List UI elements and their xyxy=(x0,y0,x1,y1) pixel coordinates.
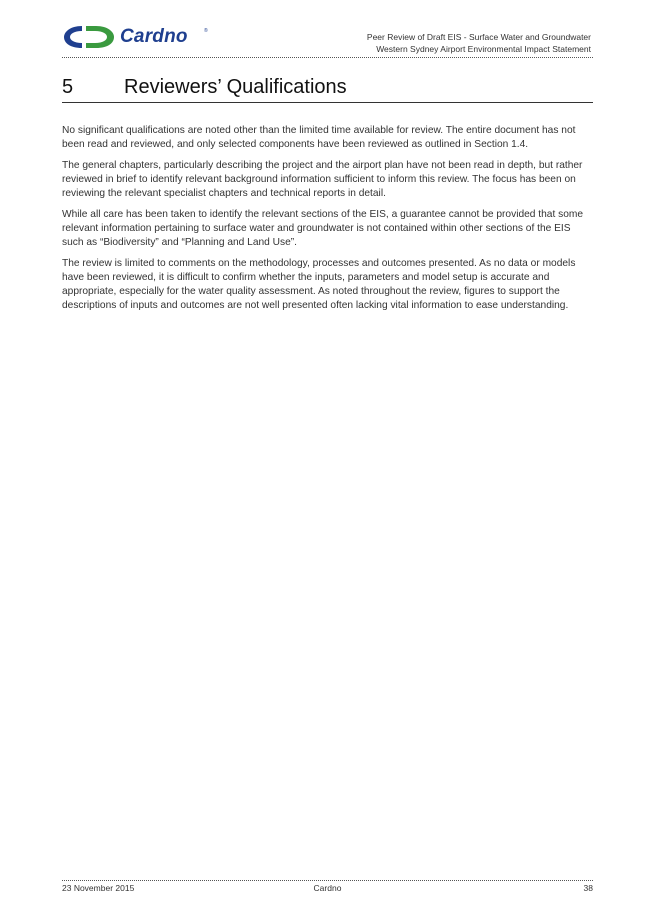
footer-date: 23 November 2015 xyxy=(62,883,135,893)
section-heading xyxy=(62,76,593,104)
paragraph: No significant qualifications are noted other than the limited time available for review. The entire document has not been read and reviewed, and only selected components have been reviewed as outlined in Section 1.4. xyxy=(62,125,576,150)
cardno-logo-mark-icon xyxy=(62,24,116,50)
header-title-line2: Western Sydney Airport Environmental Impact Statement xyxy=(376,44,591,54)
header-title-line1: Peer Review of Draft EIS - Surface Water and Groundwater xyxy=(366,32,591,42)
section-number: 5 xyxy=(62,76,74,98)
footer-company: Cardno xyxy=(313,883,342,893)
registered-mark: ® xyxy=(204,28,208,34)
document-header xyxy=(367,31,591,55)
body-text xyxy=(62,124,593,320)
page-footer xyxy=(62,883,593,895)
header-divider xyxy=(62,57,593,58)
section-title: Reviewers’ Qualifications xyxy=(124,76,347,98)
logo-wordmark: Cardno xyxy=(120,26,188,47)
footer-divider xyxy=(62,880,593,881)
cardno-logo xyxy=(62,24,212,50)
paragraph: The general chapters, particularly describing the project and the airport plan have not been read in depth, but rather reviewed in brief to identify relevant background information sufficient to inform this review. The focus has been on reviewing the relevant specialist chapters and technical reports in detail. xyxy=(62,160,583,199)
heading-divider xyxy=(62,102,593,103)
paragraph: The review is limited to comments on the methodology, processes and outcomes presented. As no data or models have been reviewed, it is difficult to confirm whether the inputs, parameters and model setup is accurate and appropriate, especially for the water quality assessment. As noted throughout the review, figures to support the descriptions of inputs and outcomes are not well presented often lacking vital information to ease understanding. xyxy=(62,258,576,311)
page-number: 38 xyxy=(583,883,593,893)
paragraph: While all care has been taken to identify the relevant sections of the EIS, a guarantee cannot be provided that some relevant information pertaining to surface water and groundwater is not contained within other sections of the EIS such as “Biodiversity” and “Planning and Land Use”. xyxy=(62,209,584,248)
